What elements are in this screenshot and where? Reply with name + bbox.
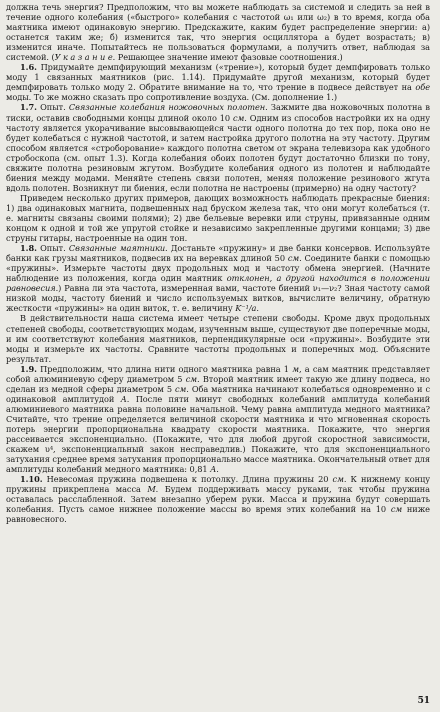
paragraph-text: Придумайте демпфирующий механизм («трение»), который будет демпфировать только моду 1 связанных маятников (рис. 1.14). Придумайте другой механизм, который будет демпфировать только моду 2. Обратите внимание на то, что трение в подвесе действует на — [6, 62, 430, 93]
problem-number: 1.8. — [20, 243, 37, 254]
paragraph-text: Опыт. — [36, 243, 69, 254]
paragraph — [6, 2, 430, 62]
paragraph-text: Зажмите два ножовочных полотна в тиски, оставив свободными концы длиной около 10 — [6, 102, 430, 123]
paragraph-text: . После пяти минут свободных колебаний амплитуда колебаний алюминиевого маятника равна половине начальной. Чему равна амплитуда медного маятника? Считайте, что трение определяется величиной скорости маятника и что мгновенная скорость потерь энергии пропорциональна квадрату скорости маятника. Покажите, что энергия рассеивается экспоненциально. (Покажите, что для любой другой скоростной зависимости, скажем υ⁴, экспоненциальный закон несправедлив.) Покажите, что для экспоненциального затухания среднее время затухания пропорционально массе маятника. Окончательный ответ для амплитуды колебаний медного маятника: 0,81 — [6, 393, 430, 475]
paragraph-text: Решающее значение имеют фазовые соотношения.) — [115, 52, 343, 63]
italic-text: Связанные колебания ножовочных полотен. — [68, 102, 268, 113]
paragraph-text: . — [216, 464, 219, 475]
paragraph-text: . Будем поддерживать массу руками, так чтобы пружина оставалась расслабленной. Затем внезапно уберем руки. Масса и пружина будут совершать колебания. Пусть самое нижнее положение массы во время этих колебаний на 10 — [6, 484, 430, 515]
paragraph-text: . Оба маятника начинают колебаться одновременно и с одинаковой амплитудой — [6, 383, 430, 404]
page-number: 51 — [417, 695, 430, 706]
paragraph-text: ниже равновесного. — [6, 504, 430, 525]
italic-text: см — [390, 504, 403, 515]
italic-text: А — [120, 393, 127, 404]
italic-text: обе — [415, 82, 430, 93]
paragraph-text: Невесомая пружина подвешена к потолку. Длина пружины 20 — [42, 474, 333, 485]
problem-number: 1.10. — [20, 474, 43, 485]
problem-number: 1.7. — [20, 102, 37, 113]
paragraph-text: . К нижнему концу пружины прикреплена масса — [6, 474, 431, 495]
paragraph — [6, 193, 430, 243]
paragraph-text: . Второй маятник имеет такую же длину подвеса, но сделан из медной сферы диаметром 5 — [6, 373, 430, 394]
italic-text: K⁻¹/a — [235, 303, 257, 314]
paragraph — [6, 313, 430, 363]
paragraph-text: Опыт. — [36, 102, 69, 113]
problem-number: 1.9. — [20, 363, 37, 374]
italic-text: А — [210, 464, 217, 475]
paragraph — [6, 102, 430, 192]
paragraph-text: В действительности наша система имеет четыре степени свободы. Кроме двух продольных степеней свободы, соответствующих модам, изученным выше, существуют две поперечные моды, и им соответствуют колебания маятников, перпендикулярные оси «пружины». Возбудите эти моды и измерьте их частоты. Сравните частоты продольных и поперечных мод. Объясните результат. — [6, 313, 430, 364]
paragraph-text: ) Равна ли эта частота, измеренная вами, частоте биений ν₁—ν₂? Зная частоту самой низкой моды, частоту биений и число используемых витков, вычислите величину, обратную жесткости «пружины» на один виток, т. е. величину — [6, 283, 430, 314]
paragraph-text: . — [256, 303, 259, 314]
italic-text: см — [287, 253, 300, 264]
paragraph-text: Приведем несколько других примеров, дающих возможность наблюдать прекрасные биения: 1) два одинаковых магнита, подвешенных над бруском железа так, что они могут колебаться (т. е. магниты связаны своими полями); 2) две бельевые веревки или струны, привязанные одним концом к одной и той же упругой стойке и независимо закрепленные другими концами; 3) две струны гитары, настроенные на один тон. — [6, 192, 430, 244]
italic-text: м — [292, 363, 299, 374]
italic-text: см — [332, 474, 344, 485]
italic-text: М — [147, 484, 156, 495]
italic-text: см — [233, 112, 245, 123]
italic-text: см — [185, 373, 198, 384]
italic-text: У к а з а н и е. — [54, 52, 116, 63]
text-body — [6, 2, 430, 524]
paragraph-text: . Одним из способов настройки их на одну частоту является укорачивание высовывающейся части одного полотна до тех пор, пока оно не будет колебаться с нужной частотой, и затем настройка другого полотна на эту частоту. Другим способом является «строборование» каждого полотна светом от экрана телевизора как удобного стробоскопа (см. опыт 1.3). Когда колебания обоих полотен будут достаточно близки по тону, свяжите полотна резиновым жгутом. Возбудите колебания одного из полотен и наблюдайте биения между модами. Меняйте степень связи полотен, меняя положение резинового жгута вдоль полотен. Возникнут ли биения, если полотна не настроены (примерно) на одну частоту? — [6, 112, 430, 193]
paragraph-text: , а сам маятник представляет собой алюминиевую сферу диаметром 5 — [6, 363, 430, 384]
paragraph-text: Достаньте «пружину» и две банки консервов. Используйте банки как грузы маятников, подвесив их на веревках длиной 50 — [6, 243, 430, 264]
italic-text: см — [175, 383, 187, 394]
paragraph — [6, 364, 430, 475]
italic-text: отклонен, а другой находится в положении равновесия. — [6, 273, 430, 294]
paragraph — [6, 243, 430, 313]
paragraph — [6, 62, 430, 102]
paragraph-text: должна течь энергия? Предположим, что вы можете наблюдать за системой и следить за ней в течение одного колебания («быстрого» колебания с частотой ω₁ или ω₂) в то время, когда оба маятника имеют одинаковую энергию. Предскажите, каким будет распределение энергии: а) останется таким же; б) изменится так, что энергия осциллятора а будет возрастать; в) изменится иначе. Попытайтесь не пользоваться формулами, а получить ответ, наблюдая за системой. ( — [6, 2, 430, 63]
paragraph-text: моды. То же можно сказать про сопротивление воздуха. (См. дополнение 1.) — [6, 92, 337, 103]
paragraph — [6, 474, 430, 524]
italic-text: Связанные маятники. — [68, 243, 168, 254]
paragraph-text: . Соедините банки с помощью «пружины». Измерьте частоты двух продольных мод и частоту обмена энергией. (Начните наблюдение из положения, когда один маятник — [6, 253, 430, 284]
problem-number: 1.6. — [20, 62, 37, 73]
paragraph-text: Предположим, что длина нити одного маятника равна 1 — [36, 363, 293, 374]
